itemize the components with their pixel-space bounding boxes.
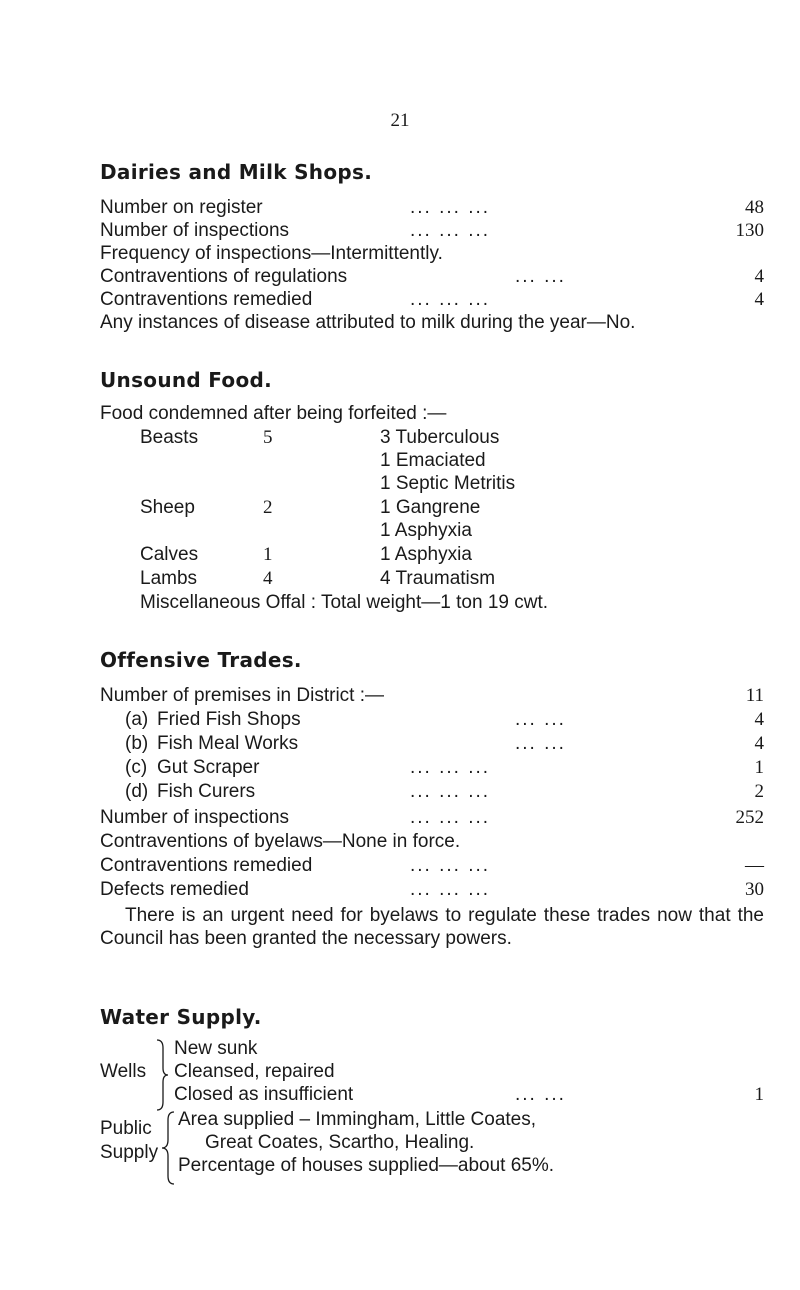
public-supply-line: Percentage of houses supplied—about 65%. (178, 1155, 555, 1176)
row-label: Defects remedied (100, 879, 249, 900)
offensive-row-inspections (100, 806, 764, 830)
cause-line: 1 Gangrene (380, 497, 481, 518)
public-supply-line: Great Coates, Scartho, Healing. (205, 1132, 475, 1153)
animal-sheep-count: 2 (263, 497, 273, 518)
leader-dots: ... ... ... (410, 879, 491, 900)
leader-dots: ... ... (515, 733, 566, 754)
animal-sheep: Sheep (140, 497, 195, 518)
section-heading-offensive-trades: Offensive Trades. (100, 648, 302, 672)
row-label: Number on register (100, 197, 263, 218)
row-value: — (745, 855, 764, 876)
section-heading-unsound-food: Unsound Food. (100, 368, 273, 392)
animal-beasts: Beasts (140, 427, 199, 448)
offensive-row-defects (100, 878, 764, 902)
leader-dots: ... ... ... (410, 757, 491, 778)
row-label: Frequency of inspections—Intermittently. (100, 243, 443, 264)
row-label: Number of inspections (100, 220, 290, 241)
leader-dots: ... ... ... (410, 197, 491, 218)
animal-beasts-count: 5 (263, 427, 273, 448)
row-value: 130 (735, 220, 764, 241)
wells-item: Cleansed, repaired (174, 1061, 335, 1082)
wells-label: Wells (100, 1061, 147, 1082)
leader-dots: ... ... ... (410, 781, 491, 802)
leader-dots: ... ... ... (410, 855, 491, 876)
offensive-premises-row (100, 684, 764, 708)
row-label: Fish Curers (157, 781, 256, 802)
wells-closed-value: 1 (754, 1084, 764, 1105)
public-supply-line: Area supplied – Immingham, Little Coates, (178, 1109, 537, 1130)
offensive-type-row (100, 756, 764, 780)
item-letter: (c) (125, 757, 148, 778)
section-heading-dairies: Dairies and Milk Shops. (100, 160, 373, 184)
row-value: 48 (745, 197, 764, 218)
row-value: 30 (745, 879, 764, 900)
cause-line: 1 Septic Metritis (380, 473, 516, 494)
leader-dots: ... ... ... (410, 807, 491, 828)
row-label: Number of premises in District :— (100, 685, 385, 706)
row-value: 1 (754, 757, 764, 778)
offensive-row-byelaws (100, 830, 764, 854)
dairies-row-disease (100, 311, 764, 335)
row-label: Fish Meal Works (157, 733, 299, 754)
public-supply-brace (160, 1110, 176, 1186)
page-number: 21 (390, 110, 410, 131)
wells-item: Closed as insufficient (174, 1084, 354, 1105)
row-label: Fried Fish Shops (157, 709, 301, 730)
cause-line: 4 Traumatism (380, 568, 496, 589)
item-letter: (a) (125, 709, 149, 730)
byelaws-paragraph: There is an urgent need for byelaws to regulate these trades now that the Council has been granted the necessary powers. (100, 905, 764, 949)
dairies-row-inspections (100, 219, 764, 243)
animal-lambs-count: 4 (263, 568, 273, 589)
public-supply-label: Supply (100, 1142, 159, 1163)
row-label: Contraventions of regulations (100, 266, 348, 287)
row-label: Contraventions remedied (100, 855, 313, 876)
section-heading-water-supply: Water Supply. (100, 1005, 262, 1029)
animal-calves: Calves (140, 544, 199, 565)
cause-line: 3 Tuberculous (380, 427, 500, 448)
animal-lambs: Lambs (140, 568, 198, 589)
wells-item: New sunk (174, 1038, 258, 1059)
dairies-row-frequency (100, 242, 764, 266)
item-letter: (d) (125, 781, 149, 802)
unsound-intro: Food condemned after being forfeited :— (100, 403, 447, 424)
row-value: 2 (754, 781, 764, 802)
offensive-type-row (100, 780, 764, 804)
leader-dots: ... ... ... (410, 220, 491, 241)
leader-dots: ... ... ... (410, 289, 491, 310)
offensive-type-row (100, 708, 764, 732)
wells-brace (155, 1038, 169, 1112)
offensive-row-remedied (100, 854, 764, 878)
cause-line: 1 Asphyxia (380, 544, 472, 565)
row-value: 4 (754, 289, 764, 310)
offensive-type-row (100, 732, 764, 756)
leader-dots: ... ... (515, 709, 566, 730)
cause-line: 1 Emaciated (380, 450, 486, 471)
dairies-row-register (100, 196, 764, 220)
row-label: Any instances of disease attributed to milk during the year—No. (100, 312, 636, 333)
row-label: Number of inspections (100, 807, 290, 828)
public-supply-label: Public (100, 1118, 152, 1139)
animal-calves-count: 1 (263, 544, 273, 565)
row-label: Contraventions remedied (100, 289, 313, 310)
row-value: 4 (754, 266, 764, 287)
row-value: 252 (735, 807, 764, 828)
leader-dots: ... ... (515, 1084, 566, 1105)
item-letter: (b) (125, 733, 149, 754)
row-value: 4 (754, 733, 764, 754)
cause-line: 1 Asphyxia (380, 520, 472, 541)
leader-dots: ... ... (515, 266, 566, 287)
dairies-row-contraventions (100, 265, 764, 289)
offal-line: Miscellaneous Offal : Total weight—1 ton 19 cwt. (140, 592, 549, 613)
dairies-row-remedied (100, 288, 764, 312)
row-label: Gut Scraper (157, 757, 260, 778)
row-value: 11 (745, 685, 764, 706)
row-label: Contraventions of byelaws—None in force. (100, 831, 461, 852)
row-value: 4 (754, 709, 764, 730)
